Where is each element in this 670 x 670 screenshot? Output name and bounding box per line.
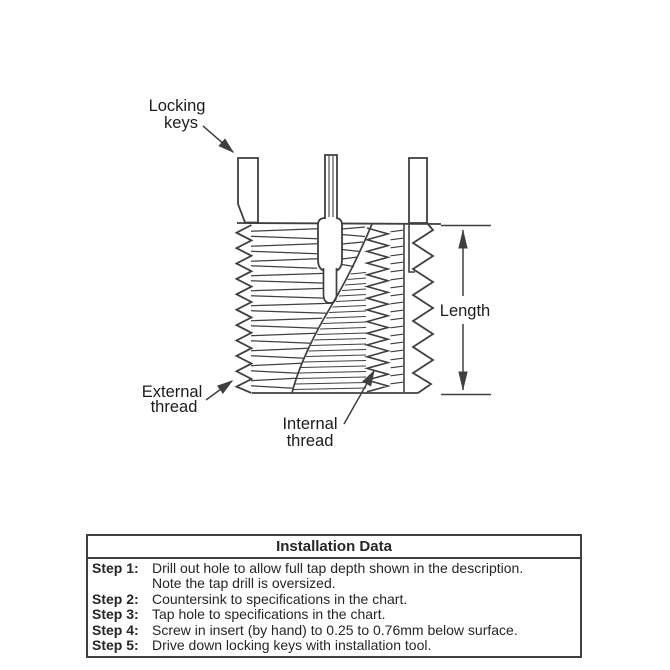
step-label: Step 5: — [92, 637, 139, 654]
step-text: Note the tap drill is oversized. — [152, 575, 336, 592]
right-thread-profile — [413, 223, 433, 393]
step-label: Step 2: — [92, 590, 139, 607]
step-row — [92, 576, 578, 591]
step-row — [92, 638, 578, 653]
right-key-in-slot — [409, 223, 415, 272]
external-thread-leader — [206, 381, 232, 400]
step-label: Step 3: — [92, 606, 139, 623]
left-locking-key — [238, 158, 258, 223]
step-text: Screw in insert (by hand) to 0.25 to 0.76mm below surface. — [152, 621, 518, 638]
center-keyway — [318, 218, 342, 272]
bore-wall-lines — [391, 230, 404, 384]
step-label — [92, 576, 152, 591]
right-locking-key — [409, 158, 427, 223]
internal-thread-profile — [367, 228, 388, 392]
step-row — [92, 561, 578, 576]
step-text: Drive down locking keys with installation tool. — [152, 637, 432, 654]
step-text: Drill out hole to allow full tap depth shown in the description. — [152, 560, 524, 576]
external-thread-label-line2: thread — [150, 398, 198, 416]
locking-keys-label: Locking — [148, 97, 206, 115]
external-thread-profile — [237, 225, 252, 393]
step-label: Step 1: — [92, 560, 139, 576]
internal-thread-leader — [344, 371, 374, 424]
table-title: Installation Data — [88, 536, 580, 559]
center-key-tip — [324, 268, 337, 303]
step-text: Countersink to specifications in the chart. — [152, 590, 408, 607]
table-body — [88, 559, 580, 656]
external-thread-label: External — [141, 383, 203, 401]
center-locking-key — [325, 155, 337, 219]
internal-thread-label-line2: thread — [286, 432, 334, 450]
locking-keys-label-line2: keys — [164, 114, 198, 132]
step-row — [92, 592, 578, 607]
installation-data-table — [86, 534, 582, 658]
step-row — [92, 607, 578, 622]
length-label: Length — [439, 302, 491, 320]
step-label: Step 4: — [92, 621, 139, 638]
internal-thread-label: Internal — [282, 415, 338, 433]
step-row — [92, 623, 578, 638]
locking-keys-leader — [203, 126, 233, 152]
step-text: Tap hole to specifications in the chart. — [152, 606, 386, 623]
